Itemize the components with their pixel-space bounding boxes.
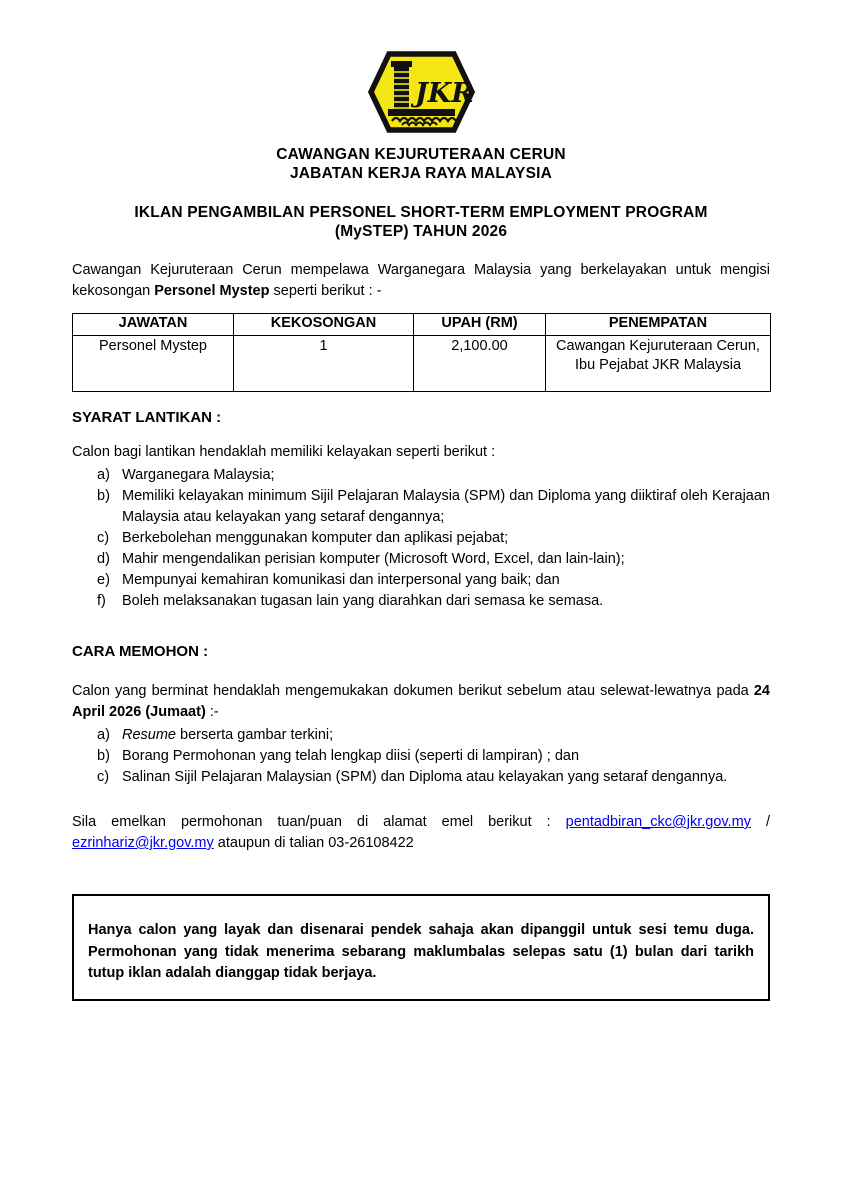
contact-paragraph [72,812,770,854]
item-text: Warganegara Malaysia; [122,467,275,483]
notice-box [72,894,770,1001]
item-text: Mahir mengendalikan perisian komputer (Microsoft Word, Excel, dan lain-lain); [122,551,625,567]
intro-text-after: seperti berikut : - [269,283,382,299]
intro-text-before: Cawangan Kejuruteraan Cerun mempelawa Warganegara Malaysia yang berkelayakan untuk mengisi kekosongan [72,262,770,299]
syarat-lantikan-heading: SYARAT LANTIKAN : [72,409,222,426]
item-label: b) [97,748,110,764]
item-label: c) [97,530,110,546]
syarat-list [72,465,770,612]
table-header-kekosongan: KEKOSONGAN [234,314,414,336]
document-title [72,203,770,241]
vacancy-table [72,313,771,392]
contact-text-after: ataupun di talian 03-26108422 [213,835,414,851]
item-label: b) [97,488,110,504]
cara-memohon-heading: CARA MEMOHON : [72,643,209,660]
notice-text: Hanya calon yang layak dan disenarai pendek sahaja akan dipanggil untuk sesi temu duga. Permohonan yang tidak menerima sebarang maklumbalas selepas satu (1) bulan dari tarikh tutup iklan adalah dianggap tidak berjaya. [88,922,754,981]
contact-text-before: Sila emelkan permohonan tuan/puan di alamat emel berikut : [72,814,566,830]
table-header-penempatan: PENEMPATAN [546,314,771,336]
syarat-lead: Calon bagi lantikan hendaklah memiliki kelayakan seperti berikut : [72,444,496,460]
title-line1: IKLAN PENGAMBILAN PERSONEL SHORT-TERM EMPLOYMENT PROGRAM [134,204,708,221]
org-name-line2: JABATAN KERJA RAYA MALAYSIA [289,165,553,182]
logo-container [72,50,770,134]
syarat-item-b [72,486,770,528]
cara-item-a [72,725,770,746]
item-text [122,725,770,746]
item-label: c) [97,769,110,785]
table-header-row [73,314,771,336]
cara-item-c [72,767,770,788]
syarat-item-e [72,570,770,591]
org-name-line1: CAWANGAN KEJURUTERAAN CERUN [276,146,566,163]
cara-intro-paragraph [72,681,770,723]
item-text: Mempunyai kemahiran komunikasi dan interpersonal yang baik; dan [122,572,560,588]
item-label: e) [97,572,110,588]
cell-kekosongan: 1 [234,336,414,392]
email-link-pentadbiran[interactable]: pentadbiran_ckc@jkr.gov.my [565,814,751,830]
item-label: a) [97,727,110,743]
contact-separator: / [750,814,770,830]
intro-paragraph [72,260,770,302]
cara-intro-after: :- [205,704,219,720]
cell-penempatan: Cawangan Kejuruteraan Cerun, Ibu Pejabat JKR Malaysia [546,336,771,392]
item-text-rest: berserta gambar terkini; [176,727,334,743]
table-header-upah: UPAH (RM) [414,314,546,336]
item-text: Salinan Sijil Pelajaran Malaysian (SPM) dan Diploma atau kelayakan yang setaraf dengannya. [122,769,728,785]
cara-intro-bold: 24 April 2026 (Jumaat) [72,683,770,720]
cara-intro-before: Calon yang berminat hendaklah mengemukakan dokumen berikut sebelum atau selewat-lewatnya pada [72,683,754,699]
cell-jawatan: Personel Mystep [73,336,234,392]
syarat-item-a [72,465,770,486]
cell-upah: 2,100.00 [414,336,546,392]
syarat-item-f [72,591,770,612]
table-row [73,336,771,392]
item-text: Boleh melaksanakan tugasan lain yang diarahkan dari semasa ke semasa. [122,593,604,609]
jkr-logo-icon [368,50,475,134]
item-text: Memiliki kelayakan minimum Sijil Pelajaran Malaysia (SPM) dan Diploma yang diiktiraf oleh Kerajaan Malaysia atau kelayakan yang setaraf dengannya; [122,488,770,525]
item-label: d) [97,551,110,567]
cara-item-b [72,746,770,767]
item-text: Berkebolehan menggunakan komputer dan aplikasi pejabat; [122,530,509,546]
intro-text-bold: Personel Mystep [154,283,270,299]
resume-italic: Resume [122,727,176,743]
email-link-ezrinhariz[interactable]: ezrinhariz@jkr.gov.my [72,835,214,851]
item-label: f) [97,593,106,609]
item-label: a) [97,467,110,483]
syarat-item-c [72,528,770,549]
jkr-logo-text: JKR [414,78,474,109]
organisation-header [72,145,770,183]
table-header-jawatan: JAWATAN [73,314,234,336]
title-line2: (MySTEP) TAHUN 2026 [334,223,508,240]
item-text: Borang Permohonan yang telah lengkap diisi (seperti di lampiran) ; dan [122,748,580,764]
syarat-item-d [72,549,770,570]
cara-list [72,725,770,788]
